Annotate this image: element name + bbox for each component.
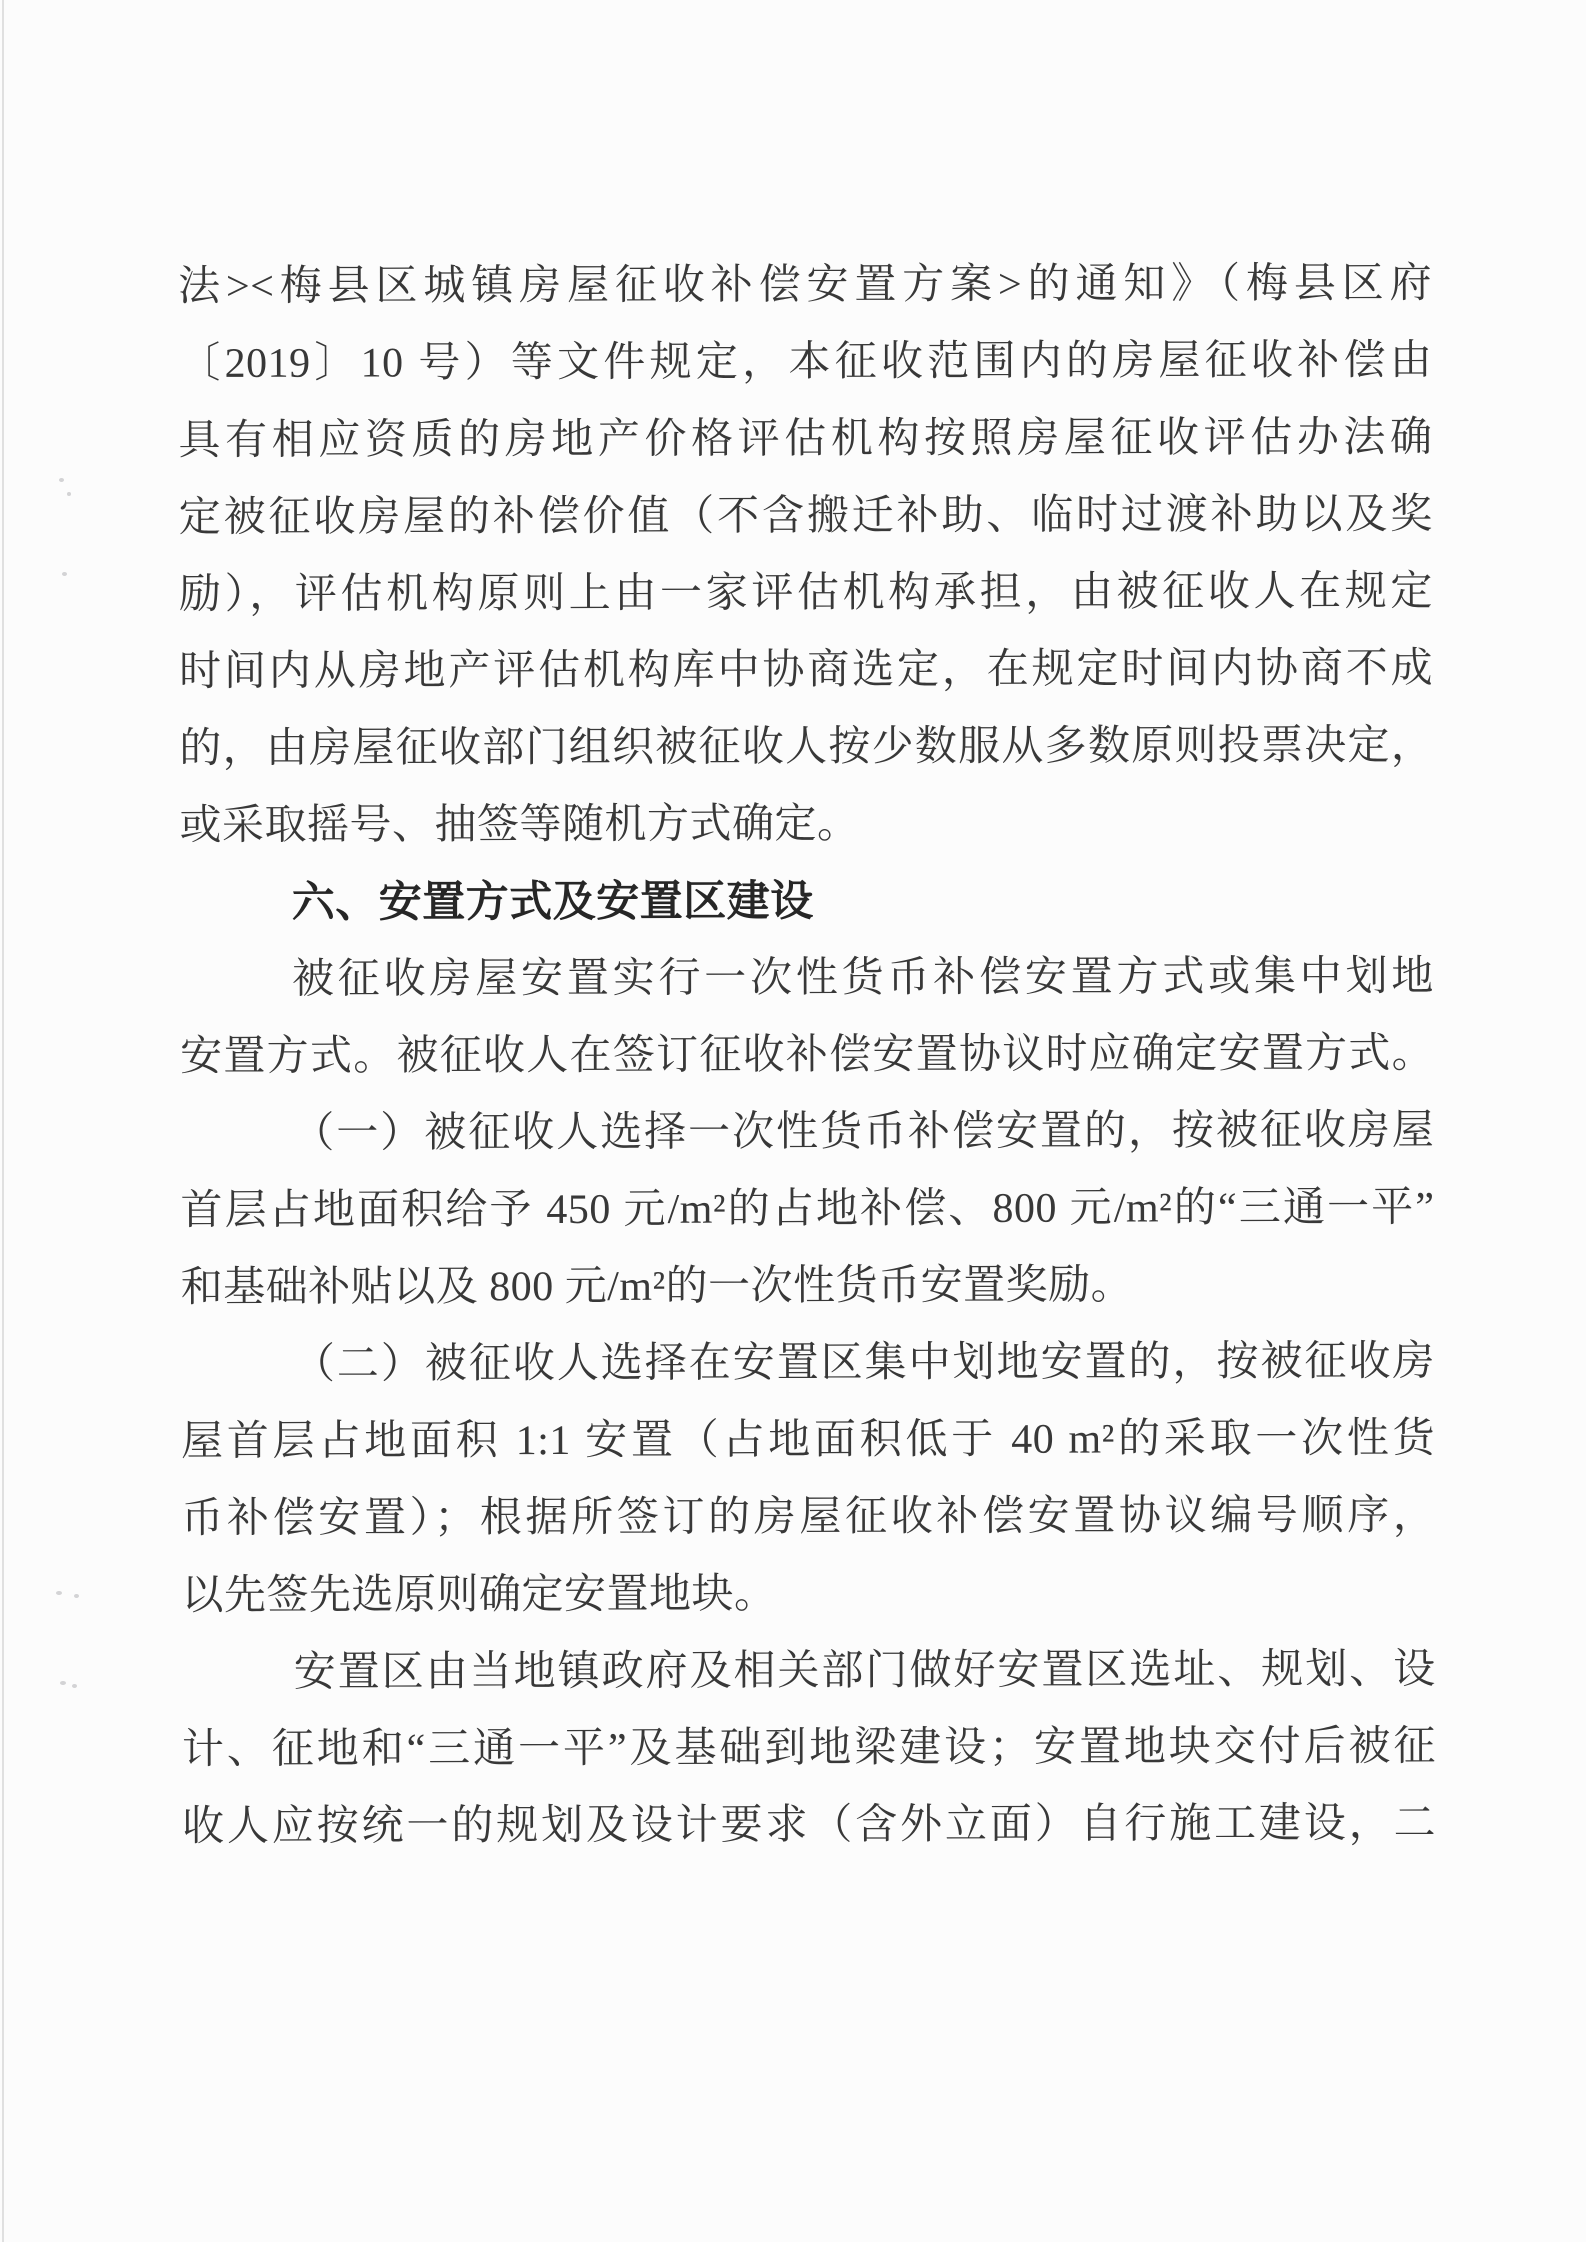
text-line: 收人应按统一的规划及设计要求（含外立面）自行施工建设，二	[182, 1800, 1437, 1850]
text-line: （二）被征收人选择在安置区集中划地安置的，按被征收房	[292, 1338, 1435, 1388]
text-line: （一）被征收人选择一次性货币补偿安置的，按被征收房屋	[292, 1107, 1435, 1157]
text-line: 具有相应资质的房地产价格评估机构按照房屋征收评估办法确	[178, 414, 1433, 464]
text-line: 安置区由当地镇政府及相关部门做好安置区选址、规划、设	[293, 1646, 1436, 1696]
scan-speckle	[59, 478, 64, 482]
document-text-block	[178, 246, 1436, 1866]
scan-edge-line	[2, 0, 4, 2242]
scan-speckle	[72, 1684, 77, 1688]
text-line: 币补偿安置）；根据所签订的房屋征收补偿安置协议编号顺序，	[181, 1492, 1436, 1542]
scan-speckle	[62, 572, 67, 576]
text-line: 〔2019〕10 号）等文件规定，本征收范围内的房屋征收补偿由	[178, 337, 1433, 387]
text-line: 安置方式。被征收人在签订征收补偿安置协议时应确定安置方式。	[180, 1030, 1435, 1080]
text-line: 以先签先选原则确定安置地块。	[181, 1571, 777, 1619]
text-line: 或采取摇号、抽签等随机方式确定。	[179, 801, 860, 849]
scan-speckle	[56, 1591, 62, 1595]
text-line: 计、征地和“三通一平”及基础到地梁建设；安置地块交付后被征	[181, 1723, 1436, 1773]
text-line: 屋首层占地面积 1:1 安置（占地面积低于 40 m²的采取一次性货	[181, 1415, 1436, 1465]
text-line: 定被征收房屋的补偿价值（不含搬迁补助、临时过渡补助以及奖	[178, 491, 1433, 541]
scan-speckle	[60, 1681, 66, 1685]
text-line: 六、安置方式及安置区建设	[291, 877, 814, 927]
text-line: 时间内从房地产评估机构库中协商选定，在规定时间内协商不成	[179, 645, 1434, 695]
text-line: 法><梅县区城镇房屋征收补偿安置方案>的通知》（梅县区府	[178, 260, 1433, 310]
text-line: 首层占地面积给予 450 元/m²的占地补偿、800 元/m²的“三通一平”	[180, 1184, 1435, 1234]
text-line: 励），评估机构原则上由一家评估机构承担，由被征收人在规定	[178, 568, 1433, 618]
scan-speckle	[74, 1594, 79, 1598]
text-line: 和基础补贴以及 800 元/m²的一次性货币安置奖励。	[180, 1262, 1134, 1311]
text-line: 的，由房屋征收部门组织被征收人按少数服从多数原则投票决定，	[179, 722, 1434, 772]
scan-speckle	[67, 492, 71, 496]
text-line: 被征收房屋安置实行一次性货币补偿安置方式或集中划地	[291, 953, 1434, 1003]
